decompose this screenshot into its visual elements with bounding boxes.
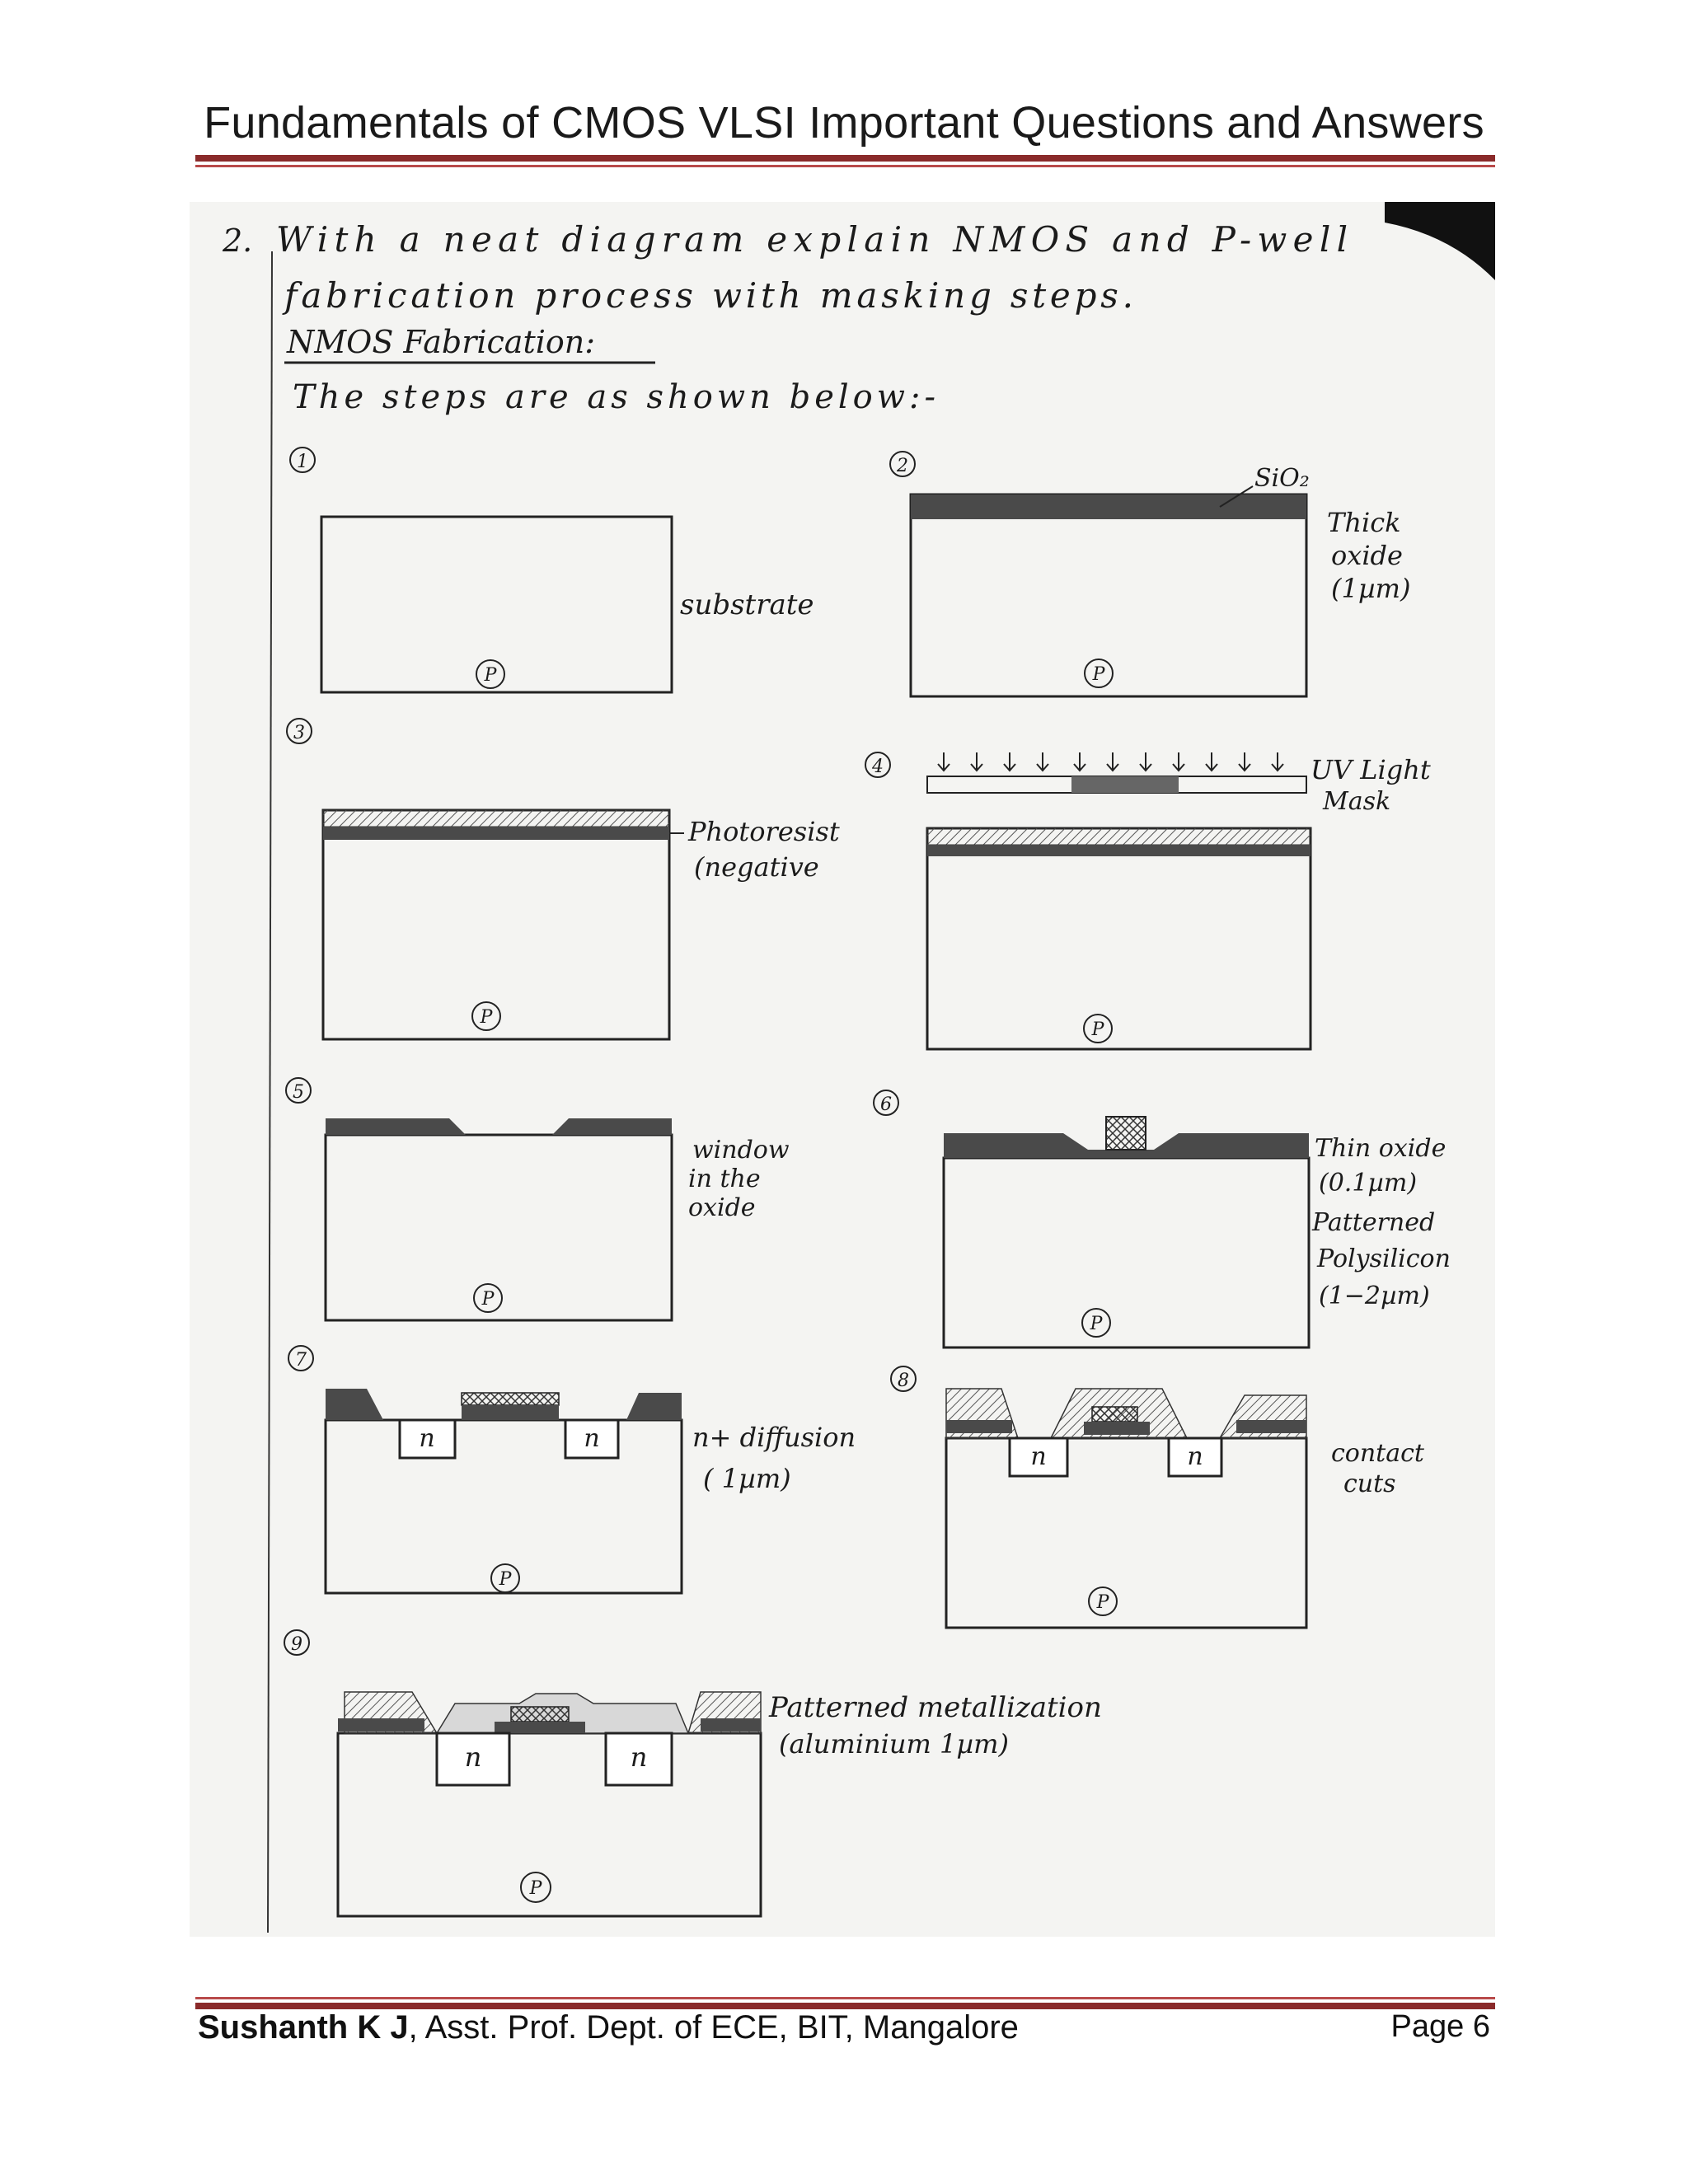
note-line: Mask bbox=[1323, 787, 1391, 816]
step-5-diagram bbox=[286, 1078, 790, 1320]
n-label: n bbox=[1030, 1442, 1047, 1471]
margin-line bbox=[268, 251, 272, 1933]
note-line: (1µm) bbox=[1331, 573, 1411, 604]
substrate-p-label: P bbox=[484, 665, 497, 686]
polysilicon-gate bbox=[1092, 1407, 1137, 1422]
note-line: ( 1µm) bbox=[703, 1463, 791, 1494]
oxide-layer bbox=[323, 827, 669, 840]
note-line: (aluminium 1µm) bbox=[779, 1728, 1009, 1760]
author-affiliation: , Asst. Prof. Dept. of ECE, BIT, Mangalore bbox=[408, 2009, 1019, 2046]
substrate-p-label: P bbox=[480, 1007, 493, 1028]
substrate-p-label: P bbox=[1090, 1314, 1103, 1334]
substrate-box bbox=[321, 517, 672, 692]
uv-arrows bbox=[938, 752, 1283, 771]
step-number: 1 bbox=[297, 452, 308, 472]
step-number: 9 bbox=[291, 1634, 302, 1655]
note-line: Thin oxide bbox=[1315, 1134, 1447, 1163]
step-number: 7 bbox=[295, 1350, 307, 1371]
note-line: cuts bbox=[1343, 1469, 1396, 1498]
author-name: Sushanth K J bbox=[198, 2009, 409, 2046]
field-oxide-right bbox=[626, 1393, 682, 1420]
step-number: 2 bbox=[897, 456, 908, 476]
substrate-p-label: P bbox=[481, 1289, 495, 1310]
n-label: n bbox=[1187, 1442, 1203, 1471]
substrate-box bbox=[944, 1158, 1309, 1347]
step-number: 4 bbox=[872, 757, 884, 777]
polysilicon-gate bbox=[462, 1393, 559, 1405]
oxide-layer bbox=[927, 845, 1311, 856]
question-line-1: With a neat diagram explain NMOS and P-well bbox=[276, 219, 1348, 260]
field-oxide-left bbox=[326, 1389, 383, 1420]
substrate-box bbox=[911, 494, 1306, 696]
step-7-diagram bbox=[288, 1346, 856, 1593]
substrate-box bbox=[323, 810, 669, 1039]
page-corner-shadow bbox=[1385, 202, 1495, 280]
polysilicon-gate bbox=[511, 1707, 569, 1722]
substrate-box bbox=[946, 1438, 1306, 1628]
question-number: 2. bbox=[223, 223, 253, 259]
note-line: (negative bbox=[694, 851, 819, 883]
photoresist-layer bbox=[927, 828, 1311, 845]
substrate-p-label: P bbox=[529, 1878, 542, 1899]
step-number: 5 bbox=[293, 1082, 304, 1103]
footer-rule-thin bbox=[195, 1997, 1495, 1999]
n-label: n bbox=[584, 1424, 600, 1453]
substrate-box bbox=[927, 828, 1311, 1049]
n-label: n bbox=[630, 1741, 648, 1773]
footer-rule bbox=[195, 2003, 1495, 2009]
step-number: 8 bbox=[898, 1371, 909, 1391]
note-line: oxide bbox=[1331, 540, 1403, 571]
substrate-p-label: P bbox=[1091, 1019, 1104, 1040]
sio2-label: SiO₂ bbox=[1254, 464, 1310, 493]
substrate-p-label: P bbox=[499, 1569, 512, 1590]
substrate-p-label: P bbox=[1092, 664, 1105, 685]
notes-drawing bbox=[190, 202, 1495, 1937]
note-line: UV Light bbox=[1311, 754, 1431, 785]
note-line: Polysilicon bbox=[1317, 1244, 1451, 1273]
header-rule bbox=[195, 155, 1495, 162]
step-8-diagram bbox=[891, 1366, 1425, 1628]
polysilicon-gate bbox=[1106, 1117, 1146, 1150]
substrate-p-label: P bbox=[1096, 1592, 1109, 1613]
step-4-diagram bbox=[865, 752, 1431, 1049]
step-number: 6 bbox=[880, 1094, 892, 1115]
note-line: Patterned bbox=[1312, 1208, 1436, 1237]
step-number: 3 bbox=[293, 723, 305, 743]
note-line: Thick bbox=[1327, 507, 1401, 538]
mask-opaque-region bbox=[1071, 776, 1179, 793]
page-header-title: Fundamentals of CMOS VLSI Important Questions and Answers bbox=[204, 98, 1484, 148]
note-line: (0.1µm) bbox=[1319, 1169, 1418, 1197]
step-2-diagram bbox=[890, 452, 1410, 696]
thick-oxide-layer bbox=[911, 494, 1306, 519]
n-label: n bbox=[464, 1741, 482, 1773]
note-line: oxide bbox=[688, 1193, 756, 1222]
section-heading: NMOS Fabrication: bbox=[287, 324, 596, 360]
substrate-box bbox=[338, 1733, 761, 1916]
question-line-2: fabrication process with masking steps. bbox=[284, 275, 1133, 316]
note-line: n+ diffusion bbox=[692, 1422, 856, 1453]
substrate-box bbox=[326, 1135, 672, 1320]
page-number: Page 6 bbox=[1390, 2009, 1490, 2044]
step-1-diagram bbox=[290, 448, 814, 692]
step-3-diagram bbox=[287, 719, 840, 1039]
note-line: contact bbox=[1331, 1439, 1424, 1468]
n-label: n bbox=[419, 1424, 435, 1453]
note-line: window bbox=[692, 1136, 790, 1165]
step-6-diagram bbox=[874, 1090, 1451, 1347]
note-line: Photoresist bbox=[688, 816, 840, 847]
footer-credit bbox=[198, 2009, 1019, 2046]
gate-oxide bbox=[462, 1405, 559, 1420]
substrate-note: substrate bbox=[680, 588, 814, 621]
handwritten-notes-photo bbox=[190, 202, 1495, 1937]
oxide-right bbox=[552, 1118, 672, 1135]
step-9-diagram bbox=[284, 1630, 1102, 1916]
photoresist-layer bbox=[323, 810, 669, 827]
header-rule-thin bbox=[195, 165, 1495, 167]
note-line: Patterned metallization bbox=[769, 1691, 1102, 1724]
steps-intro: The steps are as shown below:- bbox=[293, 378, 935, 416]
note-line: in the bbox=[688, 1165, 761, 1193]
substrate-box bbox=[326, 1420, 682, 1593]
oxide-left bbox=[326, 1118, 466, 1135]
note-line: (1−2µm) bbox=[1319, 1282, 1430, 1310]
